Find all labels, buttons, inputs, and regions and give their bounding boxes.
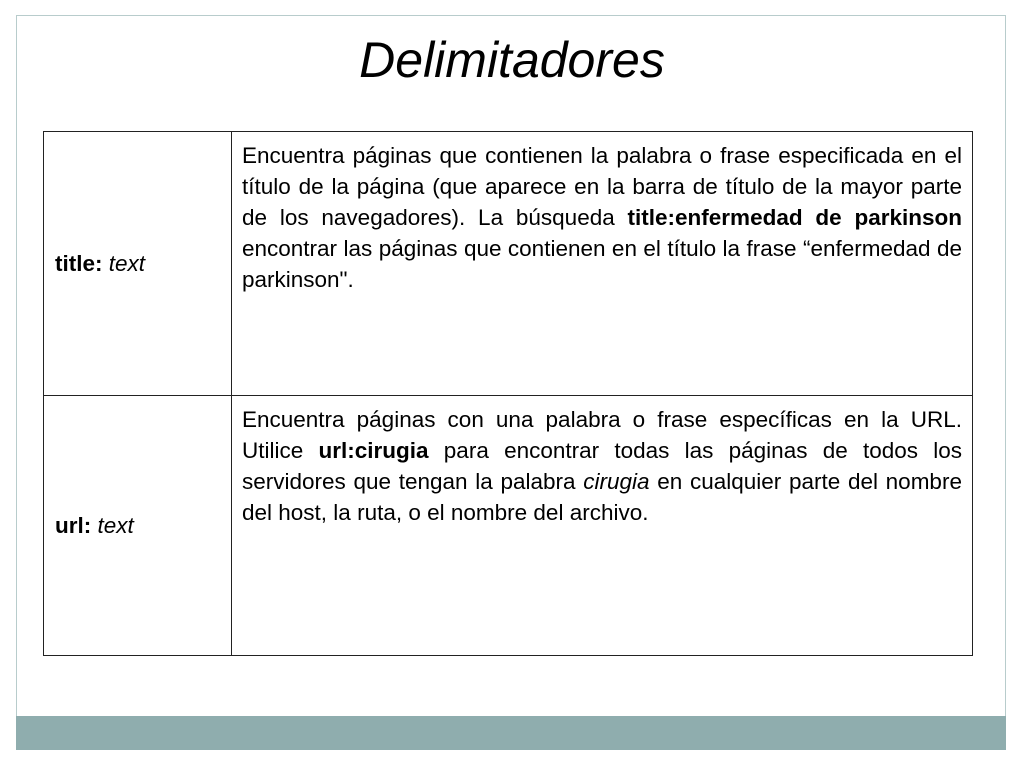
slide-title: Delimitadores	[359, 32, 665, 88]
description-emphasis: cirugia	[583, 469, 650, 494]
term-placeholder: text	[97, 512, 134, 538]
term-keyword: url:	[55, 512, 92, 538]
description-text: para encontrar todas las páginas de todos los servidores que tengan la palabra	[242, 438, 962, 494]
description-text: encontrar las páginas que contienen en el título la frase “enfermedad de parkinson".	[242, 236, 962, 292]
table-row	[44, 132, 973, 396]
description-cell	[232, 132, 973, 396]
term-cell	[44, 132, 232, 396]
bottom-accent-bar	[16, 716, 1006, 750]
term-placeholder: text	[108, 250, 146, 276]
description-example: url:cirugia	[318, 438, 429, 463]
term-cell	[44, 396, 232, 656]
description-text: en cualquier parte del nombre del host, la ruta, o el nombre del archivo.	[242, 469, 962, 525]
description-text: Encuentra páginas que contienen la palabra o frase especificada en el título de la página (que aparece en la barra de título de la mayor parte de los navegadores). La búsqueda	[242, 143, 962, 230]
description-cell	[232, 396, 973, 656]
delimiters-table	[43, 131, 973, 656]
table-row	[44, 396, 973, 656]
description-text: Encuentra páginas con una palabra o frase específicas en la URL. Utilice	[242, 407, 962, 463]
description-example: title:enfermedad de parkinson	[627, 205, 962, 230]
term-keyword: title:	[55, 250, 103, 276]
